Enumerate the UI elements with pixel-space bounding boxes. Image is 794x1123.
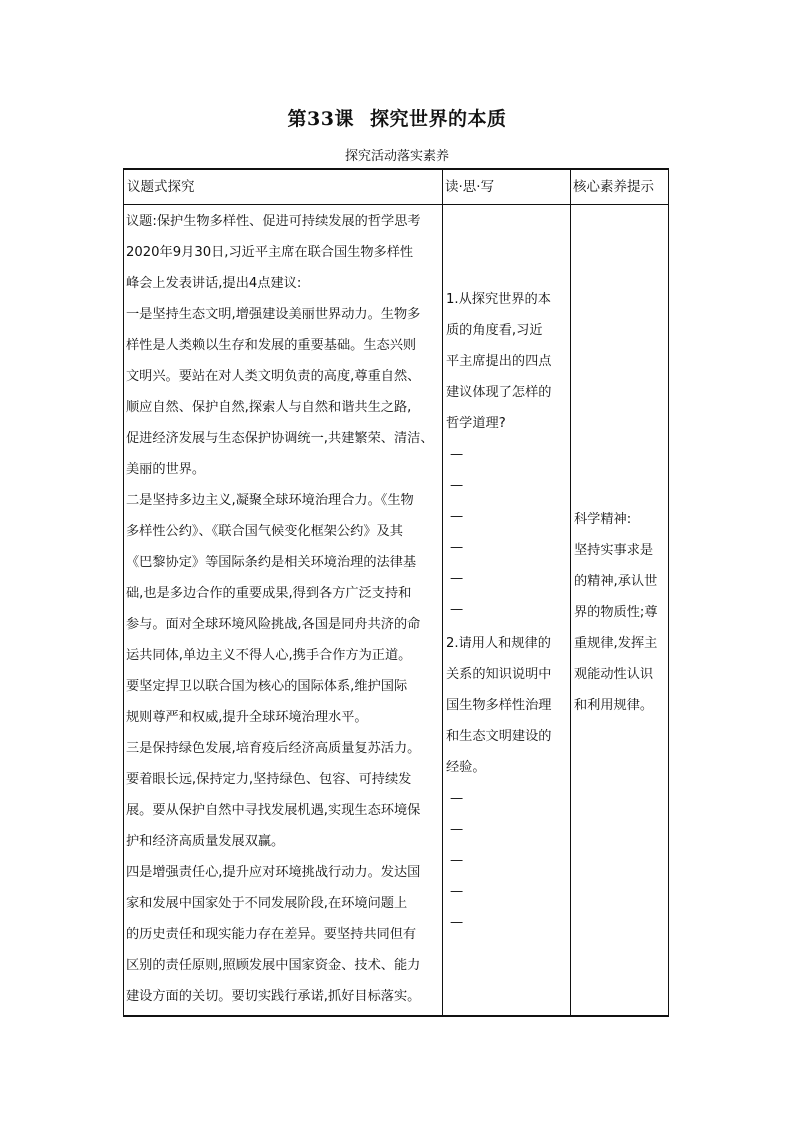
question-2 — [446, 628, 566, 938]
answer-blank: — — [450, 853, 464, 868]
question-line: 建议体现了怎样的 — [446, 385, 552, 400]
lesson-number: 第33课 — [287, 108, 354, 130]
inquiry-line: 展。要从保护自然中寻找发展机遇,实现生态环境保 — [126, 803, 421, 818]
page-title — [0, 104, 794, 131]
question-line: 2.请用人和规律的 — [446, 636, 551, 651]
answer-blank: — — [450, 915, 464, 930]
inquiry-table — [123, 168, 669, 1017]
question-line: 哲学道理? — [446, 416, 506, 431]
inquiry-line: 文明兴。要站在对人类文明负责的高度,尊重自然、 — [126, 369, 421, 384]
core-literacy-tip — [574, 504, 666, 721]
question-line: 和生态文明建设的 — [446, 729, 552, 744]
inquiry-line: 议题:保护生物多样性、促进可持续发展的哲学思考 — [126, 214, 421, 229]
header-divider — [124, 204, 668, 205]
inquiry-content — [126, 206, 442, 1012]
inquiry-line: 2020年9月30日,习近平主席在联合国生物多样性 — [126, 245, 414, 260]
inquiry-line: 规则尊严和权威,提升全球环境治理水平。 — [126, 710, 368, 725]
inquiry-line: 促进经济发展与生态保护协调统一,共建繁荣、清洁、 — [126, 431, 434, 446]
tip-line: 科学精神: — [574, 512, 632, 527]
question-line: 国生物多样性治理 — [446, 698, 552, 713]
tip-line: 和利用规律。 — [574, 698, 654, 713]
question-line: 1.从探究世界的本 — [446, 292, 551, 307]
answer-blanks-1 — [446, 439, 566, 625]
tip-line: 观能动性认识 — [574, 667, 654, 682]
tip-line: 重规律,发挥主 — [574, 636, 658, 651]
inquiry-line: 二是坚持多边主义,凝聚全球环境治理合力。《生物 — [126, 493, 414, 508]
column-divider-2 — [570, 170, 571, 1015]
question-line: 质的角度看,习近 — [446, 323, 543, 338]
inquiry-line: 要坚定捍卫以联合国为核心的国际体系,维护国际 — [126, 679, 408, 694]
answer-blank: — — [450, 884, 464, 899]
question-line: 平主席提出的四点 — [446, 354, 552, 369]
answer-blank: — — [450, 602, 464, 617]
inquiry-line: 础,也是多边合作的重要成果,得到各方广泛支持和 — [126, 586, 412, 601]
header-inquiry: 议题式探究 — [127, 179, 195, 195]
answer-blank: — — [450, 571, 464, 586]
answer-blank: — — [450, 509, 464, 524]
inquiry-line: 四是增强责任心,提升应对环境挑战行动力。发达国 — [126, 865, 421, 880]
inquiry-line: 要着眼长远,保持定力,坚持绿色、包容、可持续发 — [126, 772, 412, 787]
tip-line: 界的物质性;尊 — [574, 605, 658, 620]
column-divider-1 — [442, 170, 443, 1015]
answer-blank: — — [450, 791, 464, 806]
inquiry-line: 美丽的世界。 — [126, 462, 206, 477]
answer-blank: — — [450, 540, 464, 555]
inquiry-line: 三是保持绿色发展,培育疫后经济高质量复苏活力。 — [126, 741, 421, 756]
inquiry-line: 样性是人类赖以生存和发展的重要基础。生态兴则 — [126, 338, 417, 353]
inquiry-line: 峰会上发表讲话,提出4点建议: — [126, 276, 302, 291]
inquiry-line: 《巴黎协定》等国际条约是相关环境治理的法律基 — [126, 555, 417, 570]
inquiry-line: 多样性公约》、《联合国气候变化框架公约》及其 — [126, 524, 403, 539]
section-subtitle: 探究活动落实素养 — [344, 149, 449, 164]
header-core-literacy: 核心素养提示 — [573, 179, 654, 195]
inquiry-line: 一是坚持生态文明,增强建设美丽世界动力。生物多 — [126, 307, 421, 322]
header-read-think-write: 读·思·写 — [445, 179, 495, 195]
answer-blank: — — [450, 822, 464, 837]
question-1 — [446, 284, 566, 625]
inquiry-line: 运共同体,单边主义不得人心,携手合作方为正道。 — [126, 648, 412, 663]
inquiry-line: 家和发展中国家处于不同发展阶段,在环境问题上 — [126, 896, 408, 911]
tip-line: 的精神,承认世 — [574, 574, 658, 589]
question-line: 经验。 — [446, 760, 486, 775]
inquiry-line: 参与。面对全球环境风险挑战,各国是同舟共济的命 — [126, 617, 421, 632]
inquiry-line: 的历史责任和现实能力存在差异。要坚持共同但有 — [126, 927, 417, 942]
answer-blank: — — [450, 447, 464, 462]
inquiry-line: 建设方面的关切。要切实践行承诺,抓好目标落实。 — [126, 989, 421, 1004]
inquiry-line: 顺应自然、保护自然,探索人与自然和谐共生之路, — [126, 400, 412, 415]
lesson-topic: 探究世界的本质 — [369, 108, 507, 130]
inquiry-line: 护和经济高质量发展双赢。 — [126, 834, 285, 849]
tip-line: 坚持实事求是 — [574, 543, 654, 558]
inquiry-line: 区别的责任原则,照顾发展中国家资金、技术、能力 — [126, 958, 421, 973]
answer-blanks-2 — [446, 783, 566, 938]
question-line: 关系的知识说明中 — [446, 667, 552, 682]
answer-blank: — — [450, 478, 464, 493]
